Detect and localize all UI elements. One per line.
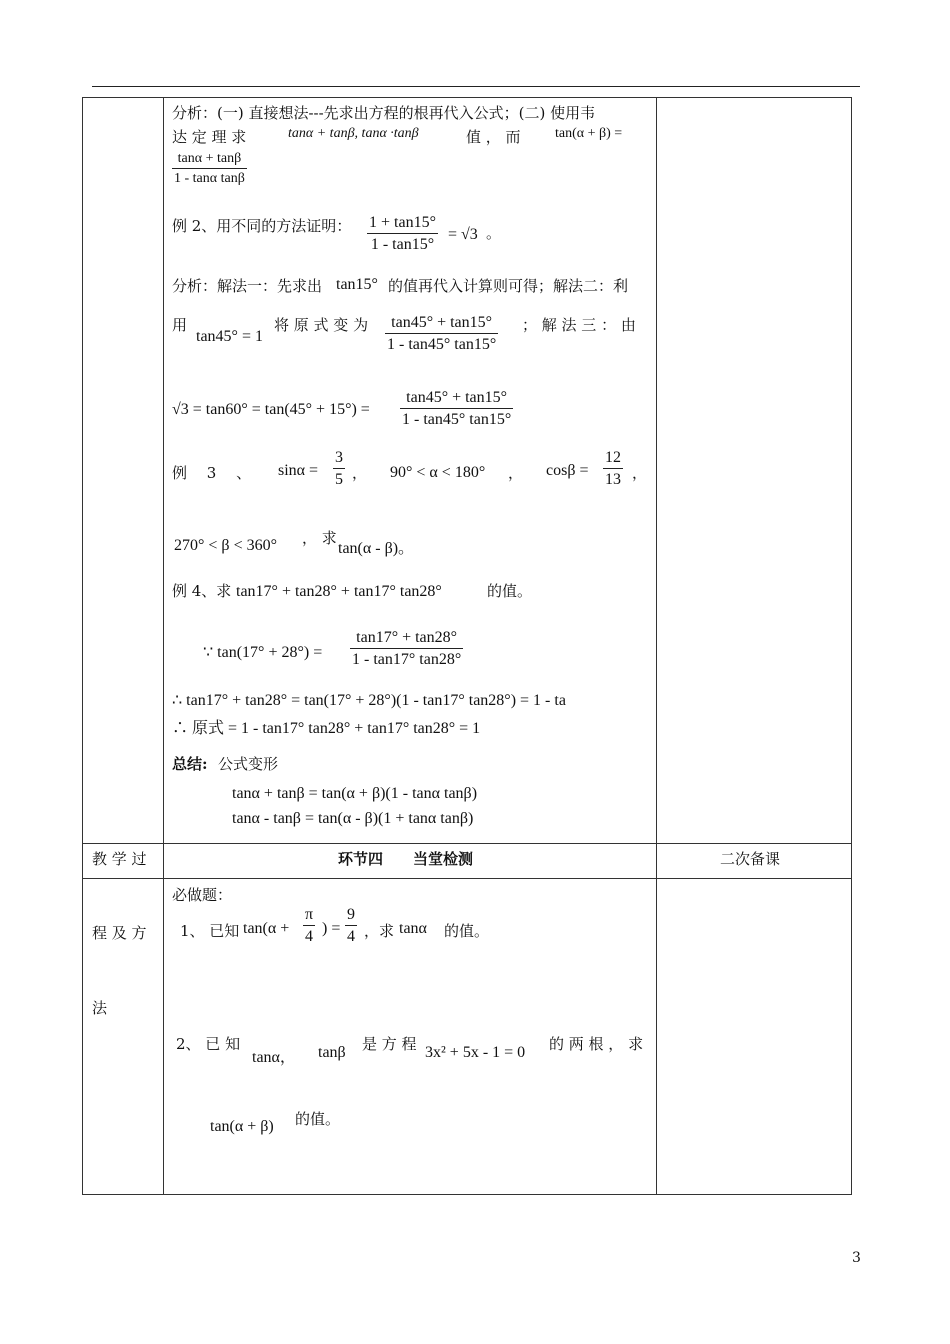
analysis2-line1c: 的值再代入计算则可得；解法二：利 xyxy=(388,277,629,295)
q2-tan-alpha: tanα， xyxy=(252,1049,296,1066)
analysis1-fraction xyxy=(172,151,247,187)
example2-text: 例 2、用不同的方法证明： xyxy=(172,217,352,235)
analysis1-mid: 值 ， 而 xyxy=(466,128,521,146)
analysis2-frac-den: 1 - tan45° tan15° xyxy=(385,333,498,354)
example2-end: 。 xyxy=(486,224,502,242)
q2-roots-ask: 的 两 根 ， 求 xyxy=(549,1035,644,1053)
left-label-2: 程 及 方 xyxy=(92,924,147,942)
q2-prefix: 2、 已 知 xyxy=(176,1035,241,1053)
example3-ask: ， 求 xyxy=(302,529,337,547)
example3-comma3: ， xyxy=(632,464,648,482)
example3-cos-num: 12 xyxy=(605,449,621,466)
q1-prefix: 1、 已知 xyxy=(180,922,240,940)
analysis1-frac-num: tanα + tanβ xyxy=(177,151,242,166)
example2-num: 1 + tan15° xyxy=(369,214,436,231)
header-rule xyxy=(92,86,860,87)
example3-range2: 270° < β < 360° xyxy=(174,537,277,554)
section-title: 环节四 当堂检测 xyxy=(338,850,474,868)
analysis2-fraction3 xyxy=(400,389,513,429)
example3-cos: cosβ = xyxy=(546,462,589,479)
example3-target: tan(α - β)。 xyxy=(338,540,415,557)
col-divider-1 xyxy=(163,98,164,1194)
analysis1-lhs: tan(α + β) = xyxy=(555,126,623,141)
q1-value-den: 4 xyxy=(345,925,357,946)
example3-range1: 90° < α < 180° xyxy=(390,464,486,481)
q1-end: 的值。 xyxy=(444,922,490,940)
q1-target: tanα xyxy=(399,920,427,937)
example3-sin-den: 5 xyxy=(333,468,345,489)
analysis2-frac3-den: 1 - tan45° tan15° xyxy=(400,408,513,429)
analysis2-line2b: tan45° = 1 xyxy=(196,328,263,345)
q1-pi-frac xyxy=(303,906,315,946)
example3-comma1: ， xyxy=(352,464,368,482)
analysis2-frac-num: tan45° + tan15° xyxy=(391,314,493,331)
summary-formula2: tanα - tanβ = tan(α - β)(1 + tanα tanβ) xyxy=(232,810,474,827)
analysis2-fraction xyxy=(385,314,498,354)
example3-sin: sinα = xyxy=(278,462,319,479)
exercises-header: 必做题： xyxy=(172,886,233,904)
analysis2-line2a: 用 xyxy=(172,316,188,334)
page-number: 3 xyxy=(852,1250,861,1266)
example4-label: 例 4、求 xyxy=(172,582,232,600)
example3-label: 例 3 、 xyxy=(172,464,252,482)
example2-fraction xyxy=(367,214,438,254)
analysis2-line3-lhs: √3 = tan60° = tan(45° + 15°) = xyxy=(172,401,370,418)
analysis2-line2c: 将 原 式 变 为 xyxy=(274,316,369,334)
summary-text: 公式变形 xyxy=(218,755,279,773)
row-divider-1 xyxy=(83,843,851,844)
left-label-1: 教 学 过 xyxy=(92,850,147,868)
q2-equation: 3x² + 5x - 1 = 0 xyxy=(425,1044,526,1061)
second-prep-label: 二次备课 xyxy=(720,850,781,868)
summary-label: 总结: xyxy=(172,755,208,773)
q1-pi-den: 4 xyxy=(303,925,315,946)
analysis2-line1a: 分析：解法一：先求出 xyxy=(172,277,323,295)
example4-because-lhs: ∵ tan(17° + 28°) = xyxy=(203,644,323,661)
q1-mid: ) = xyxy=(322,920,341,937)
example3-cos-den: 13 xyxy=(603,468,623,489)
q2-end: 的值。 xyxy=(295,1110,341,1128)
example4-expr: tan17° + tan28° + tan17° tan28° xyxy=(236,583,442,600)
q1-pi-num: π xyxy=(305,906,314,923)
q1-ask: ，求 xyxy=(364,922,395,940)
lesson-table xyxy=(82,97,852,1195)
example4-b-den: 1 - tan17° tan28° xyxy=(350,648,463,669)
analysis2-frac3-num: tan45° + tan15° xyxy=(406,389,508,406)
example4-therefore1: ∴ tan17° + tan28° = tan(17° + 28°)(1 - tan17° tan28°) = 1 - ta xyxy=(172,692,566,709)
example3-cos-frac xyxy=(603,449,623,489)
q1-value-num: 9 xyxy=(347,906,355,923)
q2-target: tan(α + β) xyxy=(210,1118,274,1135)
analysis1-line1: 分析：(一) 直接想法---先求出方程的根再代入公式；(二) 使用韦 xyxy=(172,104,596,122)
example4-b-num: tan17° + tan28° xyxy=(356,629,458,646)
q1-value-frac xyxy=(345,906,357,946)
example4-because-frac xyxy=(350,629,463,669)
q2-equation-label: 是 方 程 xyxy=(362,1035,417,1053)
q1-lhs: tan(α + xyxy=(243,920,290,937)
summary-formula1: tanα + tanβ = tan(α + β)(1 - tanα tanβ) xyxy=(232,785,478,802)
example4-therefore2: ∴ 原式 = 1 - tan17° tan28° + tan17° tan28° = 1 xyxy=(172,720,481,737)
analysis1-expr: tanα + tanβ, tanα ·tanβ xyxy=(288,126,419,141)
example3-sin-frac xyxy=(333,449,345,489)
analysis1-frac-den: 1 - tanα tanβ xyxy=(172,168,247,187)
q2-tan-beta: tanβ xyxy=(318,1044,346,1061)
example3-sin-num: 3 xyxy=(335,449,343,466)
example2-den: 1 - tan15° xyxy=(367,233,438,254)
example2-rhs: = √3 xyxy=(448,226,478,243)
left-label-3: 法 xyxy=(92,999,108,1017)
example3-comma2: ， xyxy=(508,464,524,482)
col-divider-2 xyxy=(656,98,657,1194)
example4-end: 的值。 xyxy=(487,582,533,600)
analysis1-line2-prefix: 达 定 理 求 xyxy=(172,128,247,146)
row-divider-2 xyxy=(83,878,851,879)
analysis2-line2d: ； 解 法 三 ： 由 xyxy=(522,316,636,334)
analysis2-line1b: tan15° xyxy=(336,276,378,293)
